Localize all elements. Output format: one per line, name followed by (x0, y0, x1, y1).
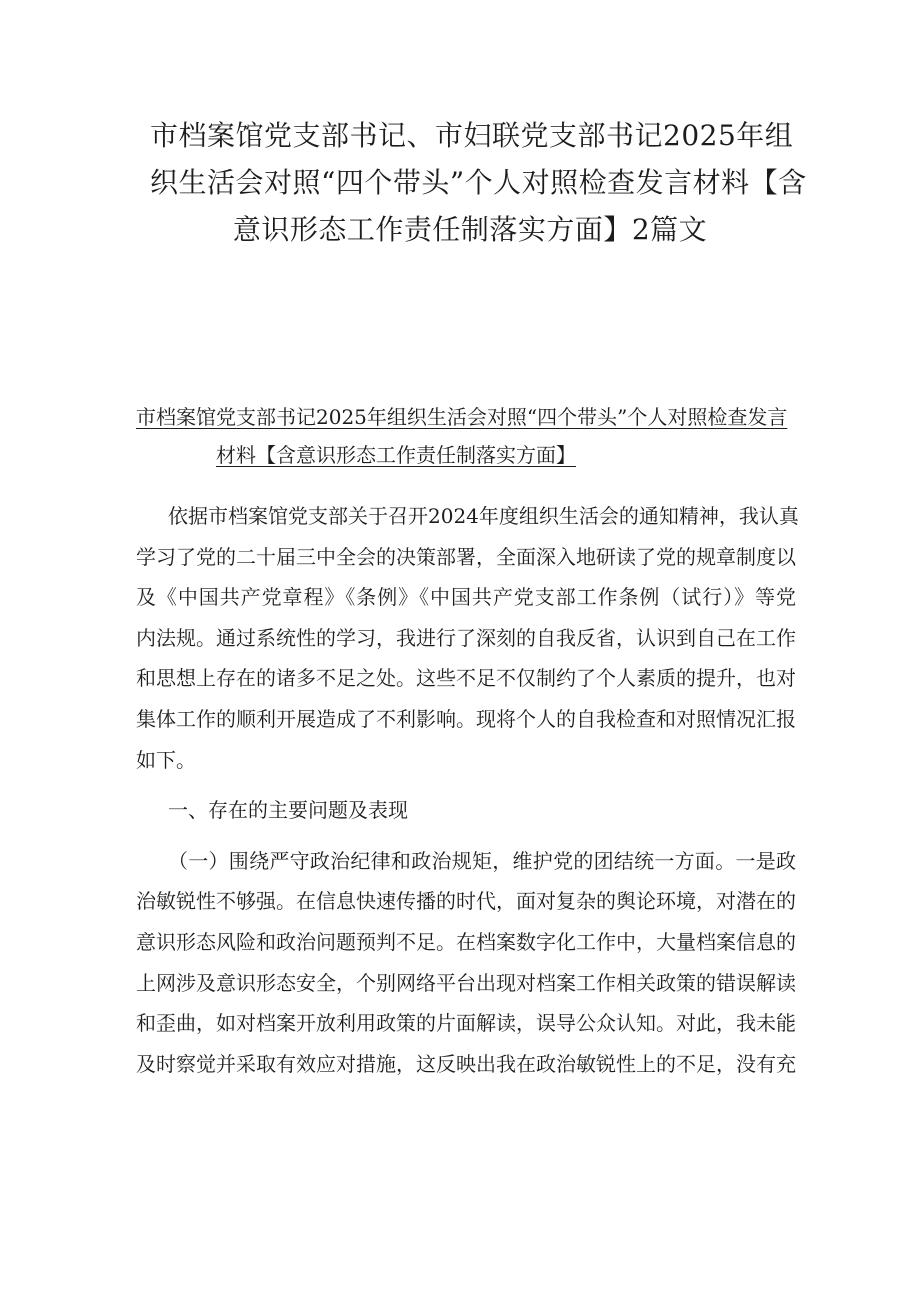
section-heading-line: 市档案馆党支部书记2025年组织生活会对照“四个带头”个人对照检查发言 (136, 405, 788, 429)
paragraph-line: 及时察觉并采取有效应对措施，这反映出我在政治敏锐性上的不足，没有充 (136, 1051, 796, 1076)
section-heading-line: 材料【含意识形态工作责任制落实方面】 (216, 443, 576, 467)
body-text (136, 496, 799, 1084)
paragraph-line: 上网涉及意识形态安全，个别网络平台出现对档案工作相关政策的错误解读 (136, 970, 796, 995)
document-title (150, 112, 807, 253)
paragraph-line: 如下。 (136, 747, 196, 772)
paragraph-line: 学习了党的二十届三中全会的决策部署，全面深入地研读了党的规章制度以 (136, 544, 796, 569)
paragraph-line: 和歪曲，如对档案开放利用政策的片面解读，误导公众认知。对此，我未能 (136, 1011, 796, 1036)
title-line: 市档案馆党支部书记、市妇联党支部书记2025年组 (150, 119, 794, 152)
title-line: 织生活会对照“四个带头”个人对照检查发言材料【含 (150, 166, 807, 199)
paragraph-line: 及《中国共产党章程》《条例》《中国共产党支部工作条例（试行）》等党 (136, 585, 796, 610)
paragraph-line: 意识形态风险和政治问题预判不足。在档案数字化工作中，大量档案信息的 (136, 929, 796, 954)
paragraph-line: 和思想上存在的诸多不足之处。这些不足不仅制约了个人素质的提升，也对 (136, 666, 796, 691)
paragraph-line: 治敏锐性不够强。在信息快速传播的时代，面对复杂的舆论环境，对潜在的 (136, 889, 796, 914)
paragraph-line: （一）围绕严守政治纪律和政治规矩，维护党的团结统一方面。一是政 (168, 848, 796, 873)
subheading: 一、存在的主要问题及表现 (168, 798, 408, 823)
paragraph-line: 内法规。通过系统性的学习，我进行了深刻的自我反省，认识到自己在工作 (136, 625, 796, 650)
paragraph-line: 依据市档案馆党支部关于召开2024年度组织生活会的通知精神，我认真 (168, 504, 799, 528)
title-line: 意识形态工作责任制落实方面】2篇文 (232, 213, 708, 246)
section-heading (136, 398, 796, 474)
paragraph-line: 集体工作的顺利开展造成了不利影响。现将个人的自我检查和对照情况汇报 (136, 706, 796, 731)
